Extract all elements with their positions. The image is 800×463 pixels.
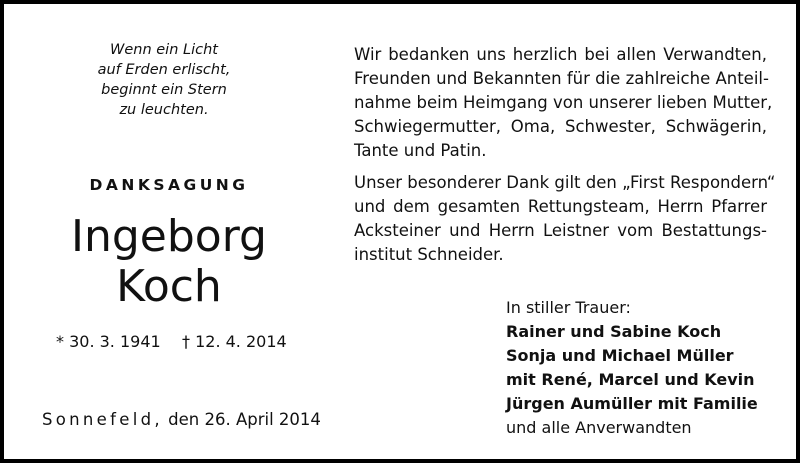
poem-line: beginnt ein Stern	[101, 82, 227, 98]
thanks-paragraph-1	[354, 43, 773, 163]
text-line: Wir bedanken uns herzlich bei allen Verwandten,	[354, 45, 767, 64]
mourner-name: Sonja und Michael Müller	[506, 346, 734, 365]
mourner-name: mit René, Marcel und Kevin	[506, 370, 755, 389]
text-line: Freunden und Bekannten für die zahlreiche Anteil-	[354, 69, 769, 88]
text-line: nahme beim Heimgang von unserer lieben Mutter,	[354, 93, 773, 112]
heading: DANKSAGUNG	[89, 176, 249, 194]
poem	[64, 40, 264, 120]
first-name: Ingeborg	[71, 211, 267, 262]
poem-line: Wenn ein Licht	[110, 42, 218, 58]
mourner-name: Jürgen Aumüller mit Familie	[506, 394, 758, 413]
text-line: Acksteiner und Herrn Leistner vom Bestattungs-	[354, 221, 767, 240]
mourners-intro: In stiller Trauer:	[506, 298, 631, 317]
mourners-closing: und alle Anverwandten	[506, 418, 692, 437]
place-date	[42, 410, 321, 429]
text-line: Schwiegermutter, Oma, Schwester, Schwägerin,	[354, 117, 767, 136]
thanks-paragraph-2	[354, 171, 776, 267]
last-name: Koch	[116, 261, 222, 312]
poem-line: auf Erden erlischt,	[97, 62, 231, 78]
birth-date: * 30. 3. 1941	[56, 332, 161, 351]
poem-line: zu leuchten.	[119, 102, 209, 118]
text-line: Unser besonderer Dank gilt den „First Respondern“	[354, 173, 776, 192]
mourners-block	[506, 296, 758, 440]
text-line: und dem gesamten Rettungsteam, Herrn Pfarrer	[354, 197, 767, 216]
mourner-name: Rainer und Sabine Koch	[506, 322, 722, 341]
deceased-name	[44, 212, 294, 312]
date: den 26. April 2014	[168, 410, 321, 429]
town: Sonnefeld,	[42, 410, 163, 429]
death-date: † 12. 4. 2014	[182, 332, 287, 351]
text-line: institut Schneider.	[354, 245, 504, 264]
text-line: Tante und Patin.	[354, 141, 487, 160]
